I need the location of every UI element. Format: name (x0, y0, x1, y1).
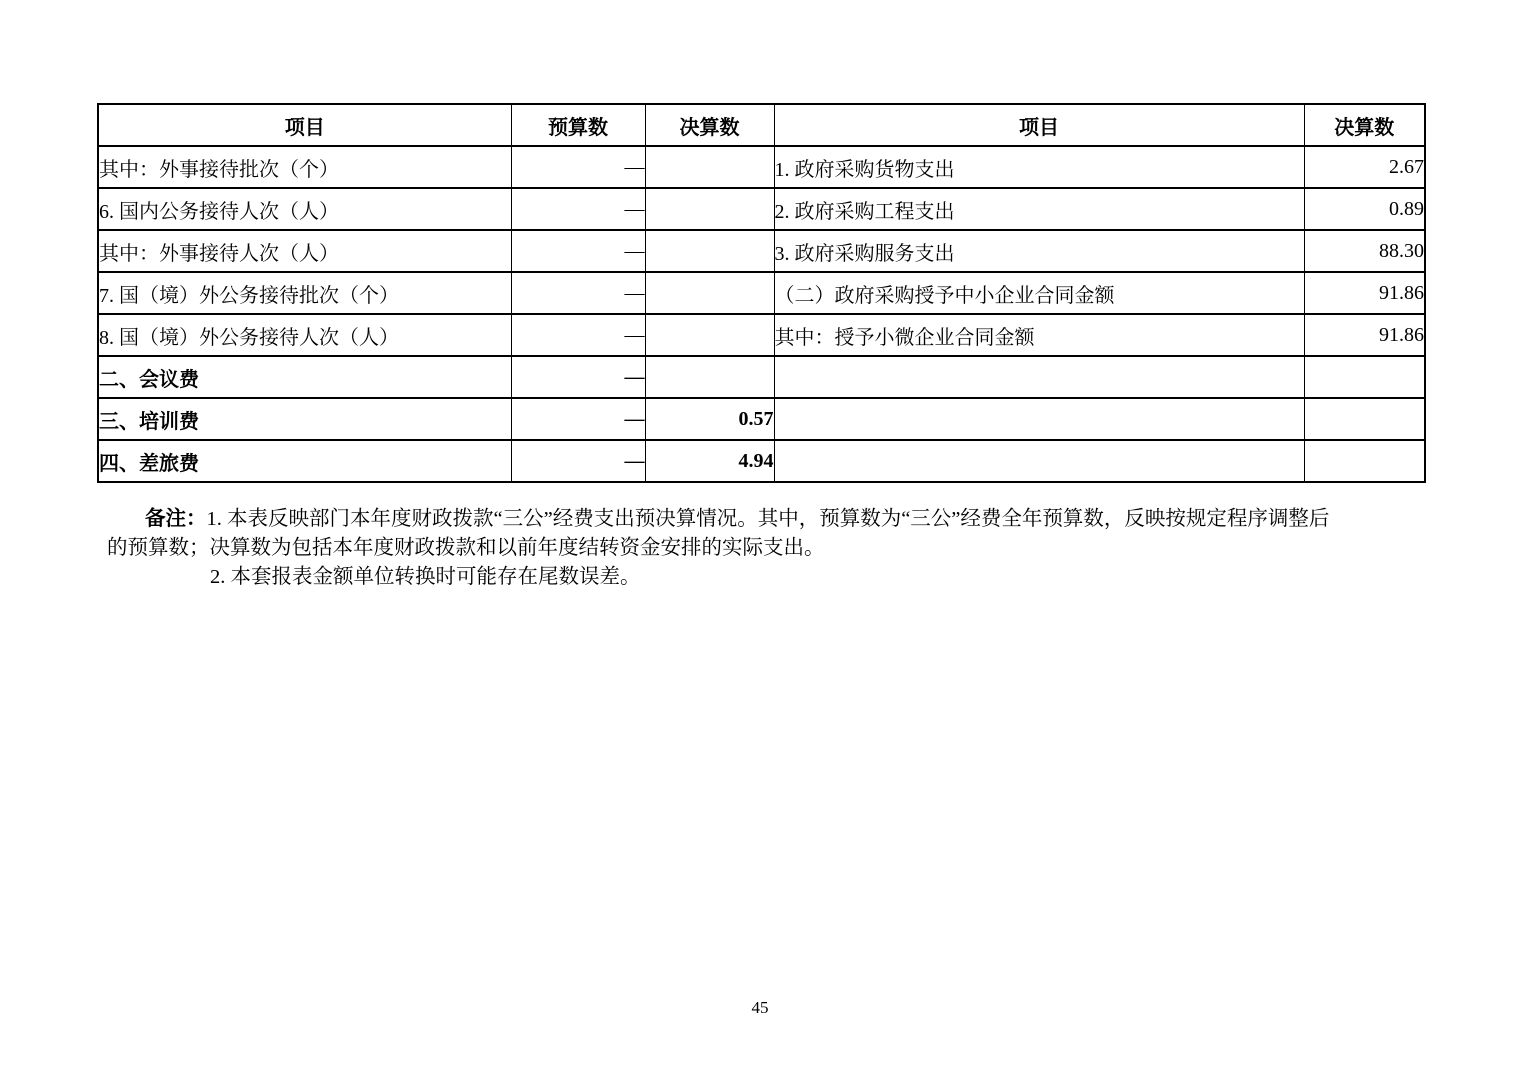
final-cell (645, 356, 774, 398)
right-final-cell (1304, 398, 1425, 440)
budget-cell: — (511, 440, 645, 482)
footnote-line: 的预算数；决算数为包括本年度财政拨款和以前年度结转资金安排的实际支出。 (107, 537, 825, 559)
page-number: 45 (751, 998, 769, 1017)
footnote-line: 2. 本套报表金额单位转换时可能存在尾数误差。 (210, 566, 641, 588)
header-final-right: 决算数 (1304, 104, 1425, 146)
right-final-cell (1304, 440, 1425, 482)
final-cell (645, 314, 774, 356)
left-item-cell: 其中：外事接待人次（人） (98, 230, 511, 272)
header-budget: 预算数 (511, 104, 645, 146)
right-final-cell: 2.67 (1304, 146, 1425, 188)
table-row (98, 230, 1425, 272)
three-public-expenses-table (97, 103, 1426, 483)
budget-cell: — (511, 272, 645, 314)
right-item-cell: 2. 政府采购工程支出 (774, 188, 1304, 230)
final-cell (645, 230, 774, 272)
budget-cell: — (511, 230, 645, 272)
final-cell: 0.57 (645, 398, 774, 440)
right-item-cell: 3. 政府采购服务支出 (774, 230, 1304, 272)
right-final-cell: 91.86 (1304, 314, 1425, 356)
table-row (98, 440, 1425, 482)
right-final-cell: 91.86 (1304, 272, 1425, 314)
final-cell (645, 146, 774, 188)
table-row (98, 146, 1425, 188)
footnote-text: 1. 本表反映部门本年度财政拨款“三公”经费支出预决算情况。其中，预算数为“三公”经费全年预算数，反映按规定程序调整后 (206, 508, 1330, 530)
budget-cell: — (511, 398, 645, 440)
right-item-cell: （二）政府采购授予中小企业合同金额 (774, 272, 1304, 314)
table-row (98, 314, 1425, 356)
right-final-cell: 0.89 (1304, 188, 1425, 230)
left-item-cell: 其中：外事接待批次（个） (98, 146, 511, 188)
right-item-cell (774, 398, 1304, 440)
budget-cell: — (511, 146, 645, 188)
final-cell (645, 272, 774, 314)
left-item-cell: 三、培训费 (98, 398, 511, 440)
table-row (98, 272, 1425, 314)
right-item-cell (774, 356, 1304, 398)
table-header-row (98, 104, 1425, 146)
right-item-cell: 其中：授予小微企业合同金额 (774, 314, 1304, 356)
footnotes (107, 505, 1417, 592)
left-item-cell: 7. 国（境）外公务接待批次（个） (98, 272, 511, 314)
budget-cell: — (511, 314, 645, 356)
right-item-cell (774, 440, 1304, 482)
left-item-cell: 6. 国内公务接待人次（人） (98, 188, 511, 230)
header-item-right: 项目 (774, 104, 1304, 146)
left-item-cell: 四、差旅费 (98, 440, 511, 482)
left-item-cell: 二、会议费 (98, 356, 511, 398)
header-item-left: 项目 (98, 104, 511, 146)
budget-cell: — (511, 188, 645, 230)
header-final-left: 决算数 (645, 104, 774, 146)
left-item-cell: 8. 国（境）外公务接待人次（人） (98, 314, 511, 356)
table-row (98, 398, 1425, 440)
footnote-label: 备注： (145, 508, 207, 530)
right-item-cell: 1. 政府采购货物支出 (774, 146, 1304, 188)
final-cell: 4.94 (645, 440, 774, 482)
final-cell (645, 188, 774, 230)
table-row (98, 188, 1425, 230)
right-final-cell: 88.30 (1304, 230, 1425, 272)
footnote-line (107, 505, 1417, 534)
right-final-cell (1304, 356, 1425, 398)
table-row (98, 356, 1425, 398)
budget-cell: — (511, 356, 645, 398)
